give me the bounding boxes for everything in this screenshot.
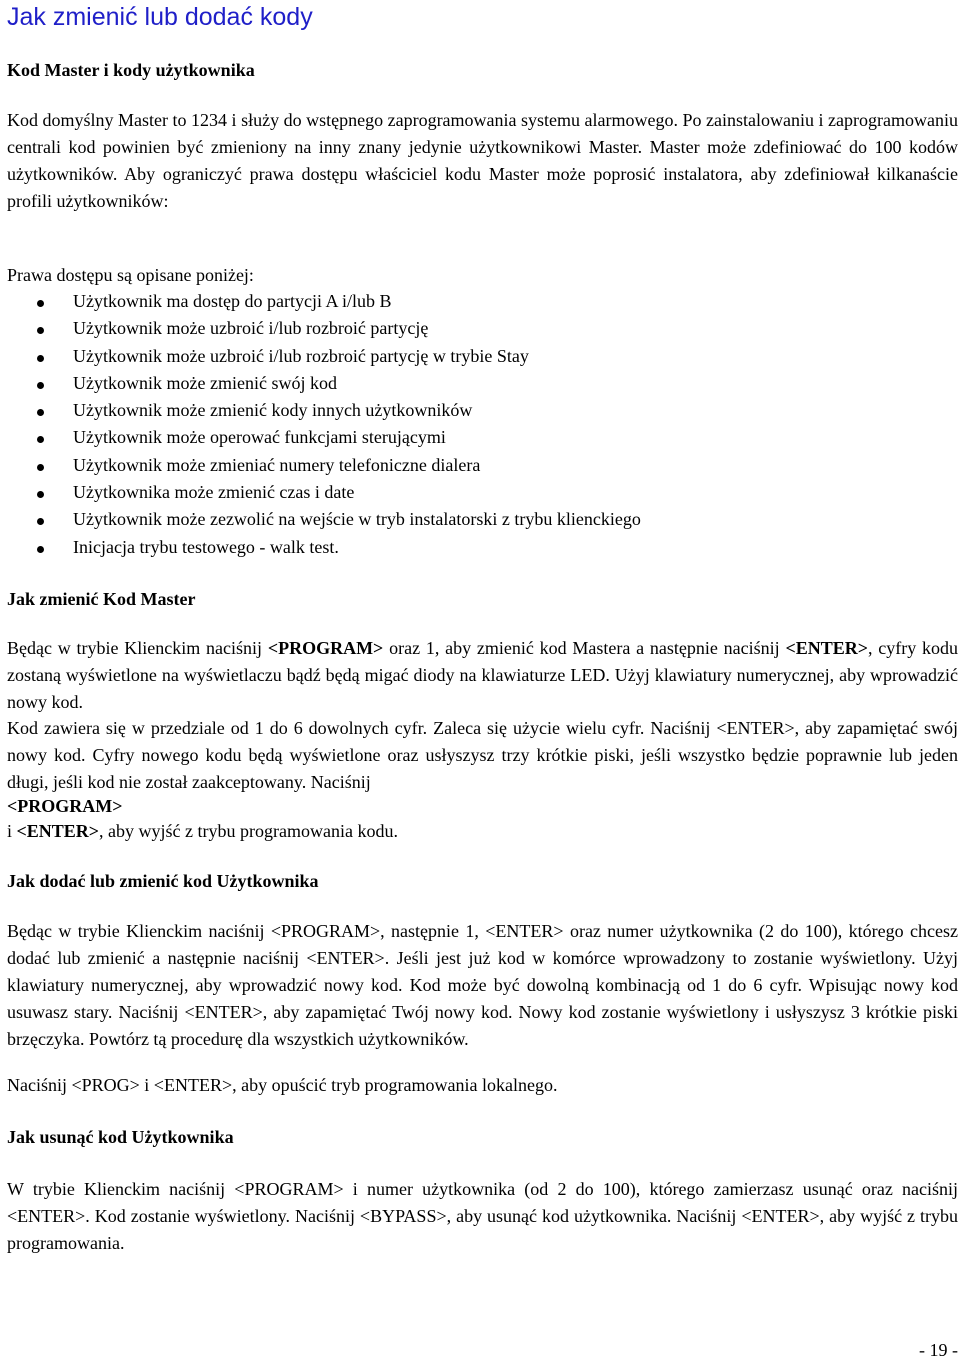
enter-key-label: <ENTER>: [785, 638, 868, 658]
bullet-icon: [37, 518, 44, 525]
section-heading-change-master: Jak zmienić Kod Master: [7, 589, 196, 609]
section-heading-delete-user: Jak usunąć kod Użytkownika: [7, 1127, 234, 1147]
code-range-paragraph: Kod zawiera się w przedziale od 1 do 6 dowolnych cyfr. Zaleca się użycie wielu cyfr. Naciśnij <ENTER>, aby zapamiętać swój nowy kod. Cyfry nowego kodu będą wyświetlone oraz usłyszysz trzy krótkie piski, jeśli wszystko będzie poprawnie lub jeden długi, jeśli kod nie został zaakceptowany. Naciśnij: [7, 718, 958, 792]
bullet-icon: [37, 464, 44, 471]
list-item: Użytkownik może zmienić kody innych użytkowników: [7, 397, 641, 424]
section-heading-add-user: Jak dodać lub zmienić kod Użytkownika: [7, 871, 319, 891]
add-user-paragraph: Będąc w trybie Klienckim naciśnij <PROGRAM>, następnie 1, <ENTER> oraz numer użytkownika (2 do 100), którego chcesz dodać lub zmienić a następnie naciśnij <ENTER>. Jeśli jest już kod w komórce wprowadzony to zostanie wyświetlony. Użyj klawiatury numerycznej, aby wprowadzić nowy kod. Kod może być dowolną kombinacją od 1 do 6 cyfr. Wpisując nowy kod usuwasz stary. Naciśnij <ENTER>, aby zapamiętać Twój nowy kod. Nowy kod zostanie wyświetlony i usłyszysz 3 krótkie piski brzęczyka. Powtórz tą procedurę dla wszystkich użytkowników.: [7, 921, 958, 1049]
bullet-icon: [37, 409, 44, 416]
bullet-icon: [37, 300, 44, 307]
section-heading-master-codes: Kod Master i kody użytkownika: [7, 60, 255, 80]
list-item: Użytkownik może uzbroić i/lub rozbroić partycję w trybie Stay: [7, 343, 641, 370]
bullet-icon: [37, 491, 44, 498]
exit-programming-line: i <ENTER>, aby wyjść z trybu programowania kodu.: [7, 821, 398, 841]
list-item: Użytkownik może uzbroić i/lub rozbroić partycję: [7, 315, 641, 342]
access-rights-list: [7, 288, 641, 561]
access-rights-label: Prawa dostępu są opisane poniżej:: [7, 265, 254, 285]
change-master-paragraph: Będąc w trybie Klienckim naciśnij <PROGRAM> oraz 1, aby zmienić kod Mastera a następnie naciśnij <ENTER>, cyfry kodu zostaną wyświetlone na wyświetlaczu bądź będą migać diody na klawiaturze LED. Użyj klawiatury numerycznej, aby wprowadzić nowy kod.: [7, 638, 958, 712]
intro-paragraph: Kod domyślny Master to 1234 i służy do wstępnego zaprogramowania systemu alarmowego. Po zainstalowaniu i zaprogramowaniu centrali kod powinien być zmieniony na inny znany jedynie użytkownikowi Master. Master może zdefiniować do 100 kodów użytkowników. Aby ograniczyć prawa dostępu właściciel kodu Master może poprosić instalatora, aby zdefiniował kilkanaście profili użytkowników:: [7, 110, 958, 211]
list-item: Użytkownik może operować funkcjami sterującymi: [7, 424, 641, 451]
bullet-icon: [37, 546, 44, 553]
bullet-icon: [37, 382, 44, 389]
delete-user-paragraph: W trybie Klienckim naciśnij <PROGRAM> i numer użytkownika (od 2 do 100), którego zamierzasz usunąć oraz naciśnij <ENTER>. Kod zostanie wyświetlony. Naciśnij <BYPASS>, aby usunąć kod użytkownika. Naciśnij <ENTER>, aby wyjść z trybu programowania.: [7, 1179, 958, 1253]
bullet-icon: [37, 355, 44, 362]
enter-key-label: <ENTER>: [16, 821, 100, 841]
list-item: Użytkownik może zmienić swój kod: [7, 370, 641, 397]
bullet-icon: [37, 436, 44, 443]
page-number: - 19 -: [919, 1340, 958, 1360]
list-item: Użytkownik może zmieniać numery telefoniczne dialera: [7, 452, 641, 479]
list-item: Użytkownika może zmienić czas i date: [7, 479, 641, 506]
page-title: Jak zmienić lub dodać kody: [7, 3, 313, 31]
program-key-label: <PROGRAM>: [267, 638, 384, 658]
exit-local-programming-line: Naciśnij <PROG> i <ENTER>, aby opuścić tryb programowania lokalnego.: [7, 1075, 558, 1095]
list-item: Użytkownik może zezwolić na wejście w tryb instalatorski z trybu klienckiego: [7, 506, 641, 533]
list-item: Użytkownik ma dostęp do partycji A i/lub B: [7, 288, 641, 315]
list-item: Inicjacja trybu testowego - walk test.: [7, 534, 641, 561]
bullet-icon: [37, 327, 44, 334]
program-key-line: <PROGRAM>: [7, 796, 123, 816]
